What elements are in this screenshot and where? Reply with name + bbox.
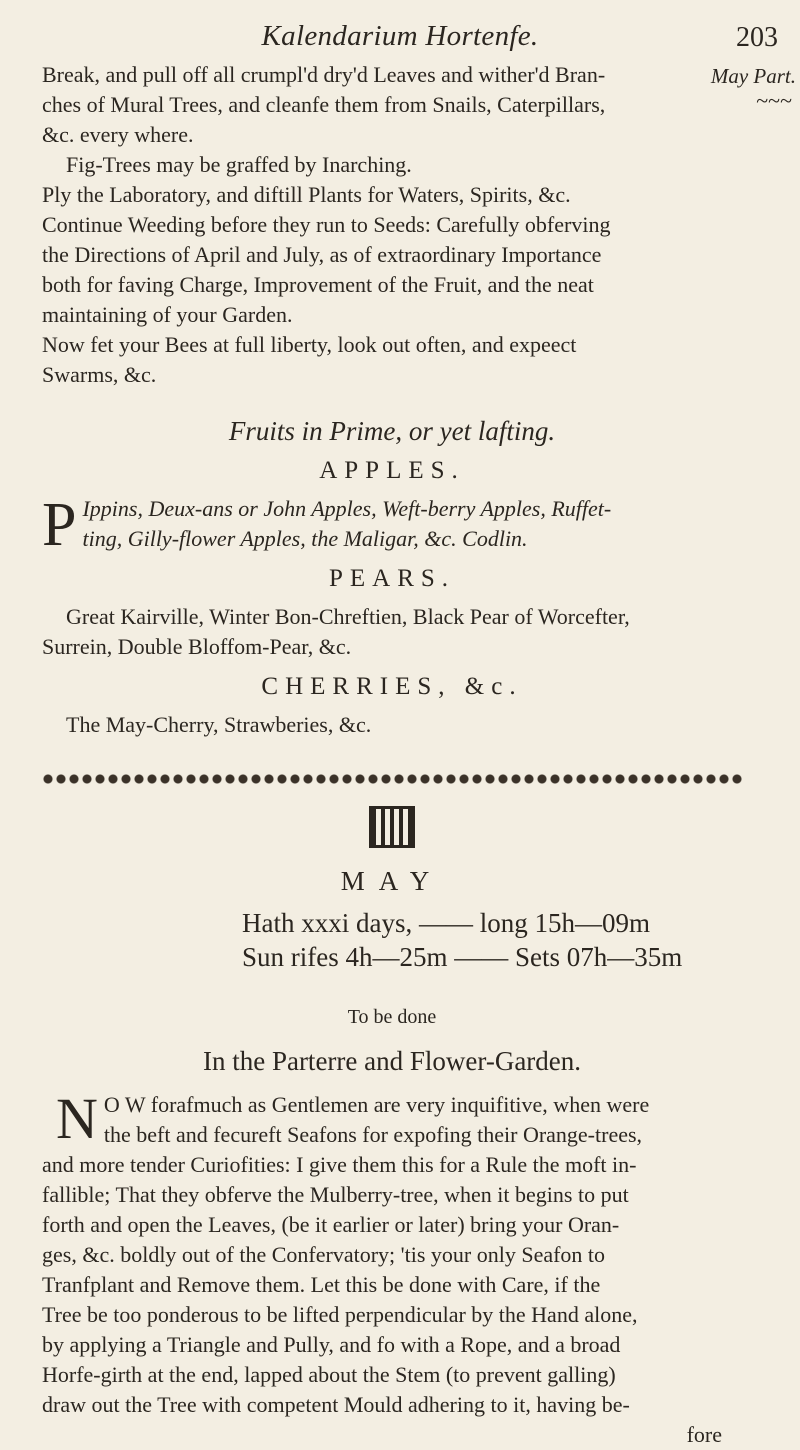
apples-drop-cap: P — [42, 494, 77, 554]
margin-flourish-icon: ~~~ — [756, 88, 792, 113]
garden-line: fallible; That they obferve the Mulberry-tree, when it begins to put — [42, 1182, 629, 1207]
pears-paragraph — [42, 602, 742, 662]
cherries-heading: CHERRIES, &c. — [261, 673, 523, 700]
garden-line: Tree be too ponderous to be lifted perpendicular by the Hand alone, — [42, 1302, 638, 1327]
page-number: 203 — [736, 22, 778, 53]
intro-line: the Directions of April and July, as of extraordinary Importance — [42, 242, 602, 267]
running-title: Kalendarium Hortenfe. — [261, 20, 539, 52]
sun-rises-label: Sun rifes 4h—25m — [242, 942, 448, 972]
long-label: long 15h—09m — [479, 908, 650, 938]
garden-line: by applying a Triangle and Pully, and fo with a Rope, and a broad — [42, 1332, 621, 1357]
margin-month-note: May Part. — [710, 64, 796, 88]
intro-line: Break, and pull off all crumpl'd dry'd Leaves and wither'd Bran- — [42, 62, 606, 87]
section-heading: In the Parterre and Flower-Garden. — [202, 1046, 582, 1076]
month-title: MAY — [340, 866, 444, 896]
catchword: fore — [686, 1422, 722, 1447]
days-label: Hath xxxi days, — [242, 908, 413, 938]
garden-line: draw out the Tree with competent Mould adhering to it, having be- — [42, 1392, 630, 1417]
garden-line: and more tender Curiofities: I give them this for a Rule the moft in- — [42, 1152, 637, 1177]
garden-line: Horfe-girth at the end, lapped about the Stem (to prevent galling) — [42, 1362, 616, 1387]
intro-line: Continue Weeding before they run to Seeds: Carefully obferving — [42, 212, 611, 237]
apples-line: Ippins, Deux-ans or John Apples, Weft-berry Apples, Ruffet- — [82, 496, 612, 521]
intro-paragraph — [42, 60, 742, 390]
garden-line: the beft and fecureft Seafons for expofing their Orange-trees, — [103, 1122, 643, 1147]
apples-paragraph — [42, 494, 742, 554]
intro-line: Now fet your Bees at full liberty, look out often, and expeect — [42, 332, 577, 357]
intro-line: &c. every where. — [42, 122, 194, 147]
intro-line: Ply the Laboratory, and diftill Plants for Waters, Spirits, &c. — [42, 182, 571, 207]
pears-line: Surrein, Double Bloffom-Pear, &c. — [42, 634, 352, 659]
garden-drop-cap: N — [56, 1086, 98, 1151]
garden-line: Tranfplant and Remove them. Let this be done with Care, if the — [42, 1272, 601, 1297]
ornament-icon — [369, 806, 415, 848]
sun-row: Sun rifes 4h—25m —— Sets 07h—35m — [242, 942, 683, 972]
intro-line: Fig-Trees may be graffed by Inarching. — [66, 152, 412, 177]
apples-heading: APPLES. — [319, 457, 465, 484]
garden-line: ges, &c. boldly out of the Confervatory; 'tis your only Seafon to — [42, 1242, 606, 1267]
decorative-rule — [42, 768, 742, 790]
to-be-done-label: To be done — [347, 1006, 437, 1028]
intro-line: maintaining of your Garden. — [42, 302, 293, 327]
fruits-heading: Fruits in Prime, or yet lafting. — [228, 416, 556, 446]
running-head — [0, 14, 800, 58]
garden-line: O W forafmuch as Gentlemen are very inquifitive, when were — [103, 1092, 650, 1117]
apples-line: ting, Gilly-flower Apples, the Maligar, &c. Codlin. — [82, 526, 528, 551]
days-row: Hath xxxi days, —— long 15h—09m — [242, 908, 650, 938]
page-body — [42, 60, 742, 1450]
cherries-line: The May-Cherry, Strawberies, &c. — [66, 712, 372, 737]
cherries-paragraph — [42, 710, 742, 740]
garden-line: forth and open the Leaves, (be it earlier or later) bring your Oran- — [42, 1212, 620, 1237]
garden-paragraph — [42, 1086, 742, 1450]
intro-line: both for faving Charge, Improvement of the Fruit, and the neat — [42, 272, 594, 297]
intro-line: ches of Mural Trees, and cleanfe them from Snails, Caterpillars, — [42, 92, 606, 117]
pears-line: Great Kairville, Winter Bon-Chreftien, Black Pear of Worcefter, — [66, 604, 630, 629]
pears-heading: PEARS. — [328, 565, 456, 592]
intro-line: Swarms, &c. — [42, 362, 157, 387]
sets-label: Sets 07h—35m — [515, 942, 683, 972]
